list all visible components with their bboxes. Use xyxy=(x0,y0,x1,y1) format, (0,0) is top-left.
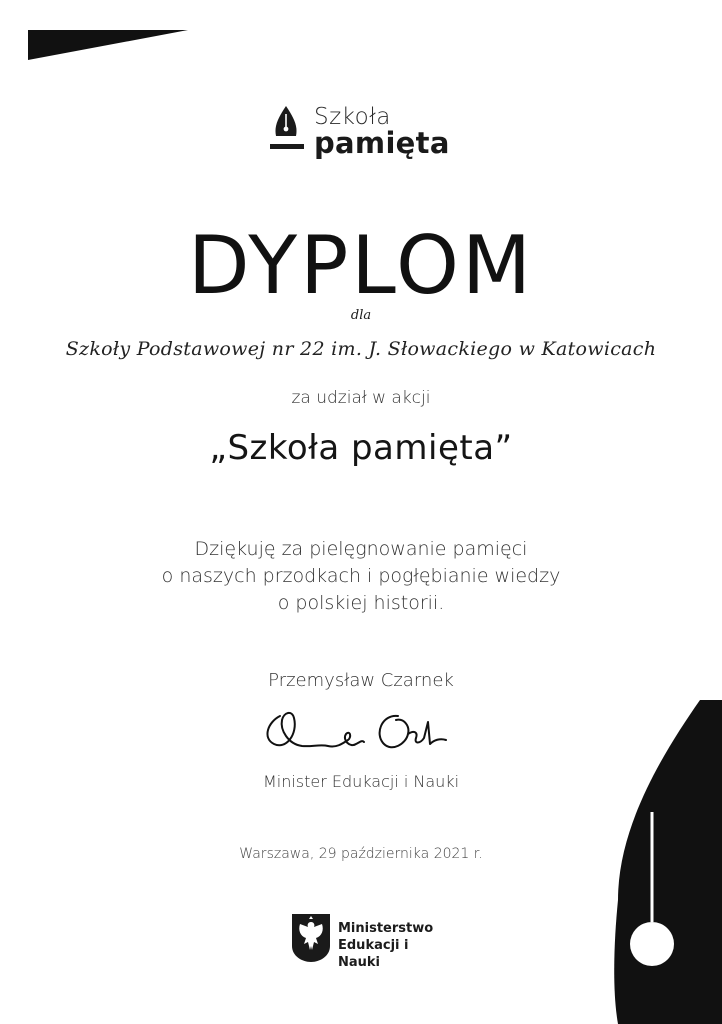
signatory-title: Minister Edukacji i Nauki xyxy=(262,772,460,791)
szkola-pamieta-logo xyxy=(270,104,470,164)
pen-nib-decoration xyxy=(548,700,722,1024)
thanks-line: o naszych przodkach i pogłębianie wiedzy xyxy=(161,565,561,587)
pen-nib-icon xyxy=(270,104,308,160)
ministry-logo xyxy=(290,912,450,968)
thanks-paragraph xyxy=(0,536,722,617)
occasion-text: za udział w akcji xyxy=(291,388,431,408)
place-date: Warszawa, 29 października 2021 r. xyxy=(239,846,483,862)
eagle-emblem-icon xyxy=(290,912,332,964)
ministry-line: Ministerstwo xyxy=(338,921,434,936)
thanks-line: Dziękuję za pielęgnowanie pamięci xyxy=(194,538,528,560)
diploma-title: DYPLOM xyxy=(187,219,535,312)
recipient-name: Szkoły Podstawowej nr 22 im. J. Słowackiego w Katowicach xyxy=(65,338,657,360)
logo-text-top: Szkoła xyxy=(314,104,391,130)
ministry-name xyxy=(338,920,450,971)
handwritten-signature xyxy=(258,704,468,766)
logo-text-bottom: pamięta xyxy=(314,126,450,160)
thanks-line: o polskiej historii. xyxy=(277,592,445,614)
ministry-line: Edukacji i Nauki xyxy=(338,938,409,970)
corner-decoration xyxy=(28,30,188,60)
recipient-prefix: dla xyxy=(350,308,372,323)
signatory-name: Przemysław Czarnek xyxy=(268,670,454,691)
campaign-name: „Szkoła pamięta” xyxy=(209,428,513,468)
